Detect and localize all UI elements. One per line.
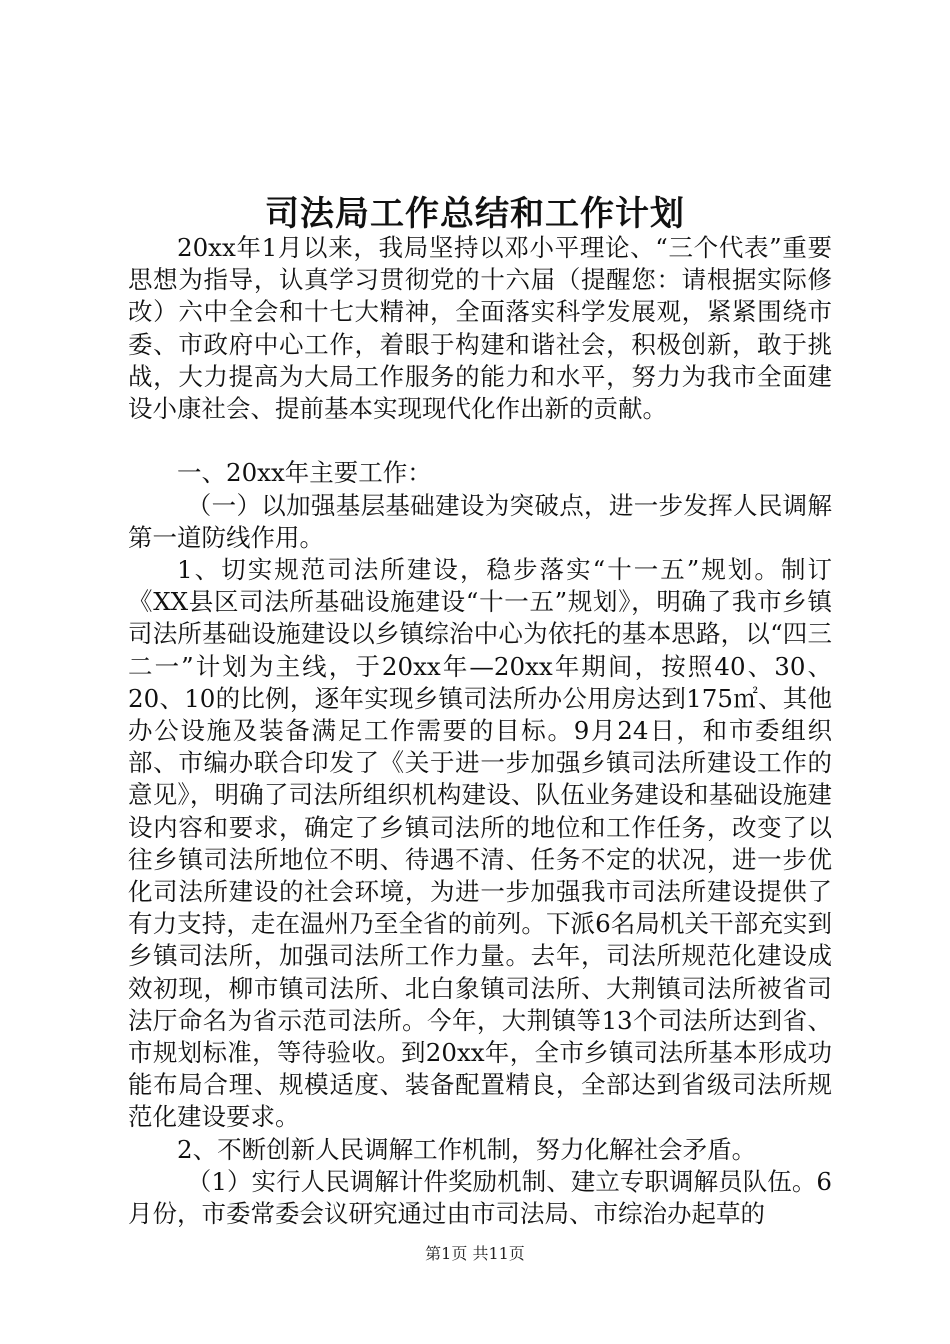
section-heading: 一、20xx年主要工作： <box>177 458 432 488</box>
paragraph-item-1: 1、切实规范司法所建设，稳步落实“十一五”规划。制订《XX县区司法所基础设施建设“十一五”规划》，明确了我市乡镇司法所基础设施建设以乡镇综治中心为依托的基本思路，以“四三二一”计划为主线，于20xx年—20xx年期间，按照40、30、20、10的比例，逐年实现乡镇司法所办公用房达到175㎡、其他办公设施及装备满足工作需要的目标。9月24日，和市委组织部、市编办联合印发了《关于进一步加强乡镇司法所建设工作的意见》，明确了司法所组织机构建设、队伍业务建设和基础设施建设内容和要求，确定了乡镇司法所的地位和工作任务，改变了以往乡镇司法所地位不明、待遇不清、任务不定的状况，进一步优化司法所建设的社会环境，为进一步加强我市司法所建设提供了有力支持，走在温州乃至全省的前列。下派6名局机关干部充实到乡镇司法所，加强司法所工作力量。去年，司法所规范化建设成效初现，柳市镇司法所、北白象镇司法所、大荆镇司法所被省司法厅命名为省示范司法所。今年，大荆镇等13个司法所达到省、市规划标准，等待验收。到20xx年，全市乡镇司法所基本形成功能布局合理、规模适度、装备配置精良，全部达到省级司法所规范化建设要求。 <box>128 555 832 1132</box>
paragraph-item-2-1: （1）实行人民调解计件奖励机制、建立专职调解员队伍。6月份，市委常委会议研究通过由市司法局、市综治办起草的 <box>128 1166 832 1229</box>
paragraph-item-2: 2、不断创新人民调解工作机制，努力化解社会矛盾。 <box>177 1134 757 1164</box>
blank-line <box>128 425 832 457</box>
document-body <box>128 232 832 1230</box>
page-number: 第1页 共11页 <box>425 1244 525 1263</box>
subsection-heading: （一）以加强基层基础建设为突破点，进一步发挥人民调解第一道防线作用。 <box>128 490 832 552</box>
paragraph-intro: 20xx年1月以来，我局坚持以邓小平理论、“三个代表”重要思想为指导，认真学习贯彻党的十六届（提醒您：请根据实际修改）六中全会和十七大精神，全面落实科学发展观，紧紧围绕市委、市政府中心工作，着眼于构建和谐社会，积极创新，敢于挑战，大力提高为大局工作服务的能力和水平，努力为我市全面建设小康社会、提前基本实现现代化作出新的贡献。 <box>128 233 832 424</box>
document-title: 司法局工作总结和工作计划 <box>265 194 685 234</box>
